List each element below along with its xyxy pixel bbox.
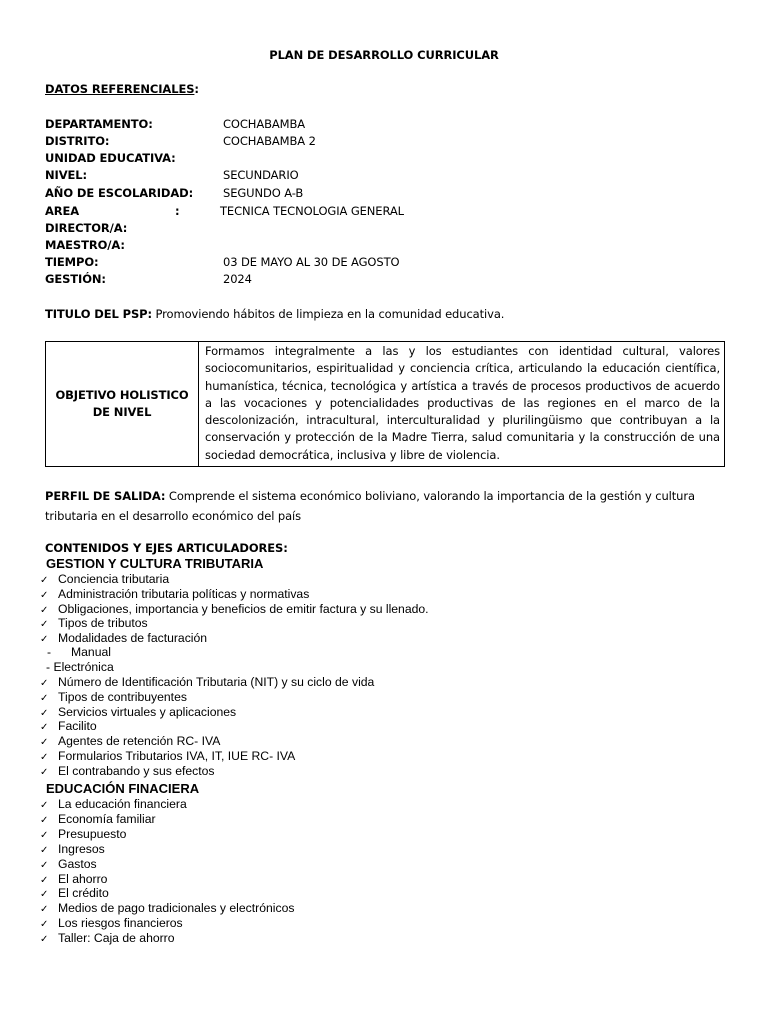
sub-item-manual: Manual bbox=[71, 645, 111, 659]
field-label-tiempo: TIEMPO: bbox=[45, 255, 99, 269]
checkmark-icon: ✓ bbox=[40, 904, 49, 916]
list-item bbox=[40, 797, 187, 812]
datos-heading-text: DATOS REFERENCIALES bbox=[45, 82, 195, 96]
list-item bbox=[40, 690, 187, 705]
perfil-label: PERFIL DE SALIDA: bbox=[45, 489, 166, 503]
field-label-departamento: DEPARTAMENTO: bbox=[45, 117, 153, 131]
checkmark-icon: ✓ bbox=[40, 844, 49, 856]
field-value-tiempo: 03 DE MAYO AL 30 DE AGOSTO bbox=[223, 255, 400, 269]
list-item bbox=[40, 886, 109, 901]
list-item bbox=[40, 675, 374, 690]
field-label-ano-escolaridad: AÑO DE ESCOLARIDAD: bbox=[45, 186, 194, 200]
list-item bbox=[40, 705, 236, 720]
document-title: PLAN DE DESARROLLO CURRICULAR bbox=[269, 48, 499, 62]
list-item bbox=[40, 734, 220, 749]
group1-heading: GESTION Y CULTURA TRIBUTARIA bbox=[46, 556, 264, 571]
checkmark-icon: ✓ bbox=[40, 737, 49, 749]
list-item-text: El contrabando y sus efectos bbox=[58, 763, 215, 778]
field-value-departamento: COCHABAMBA bbox=[223, 117, 306, 131]
checkmark-icon: ✓ bbox=[40, 934, 49, 946]
checkmark-icon: ✓ bbox=[40, 889, 49, 901]
list-item-text: Modalidades de facturación bbox=[58, 631, 208, 646]
group2-heading: EDUCACIÓN FINACIERA bbox=[46, 781, 200, 796]
field-value-ano-escolaridad: SEGUNDO A-B bbox=[223, 186, 304, 200]
list-item bbox=[40, 872, 107, 887]
field-label-director: DIRECTOR/A: bbox=[45, 221, 128, 235]
list-item-text: Economía familiar bbox=[58, 811, 156, 826]
checkmark-icon: ✓ bbox=[40, 859, 49, 871]
list-item bbox=[40, 812, 156, 827]
list-item bbox=[40, 842, 105, 857]
list-item bbox=[40, 901, 294, 916]
list-item-text: Servicios virtuales y aplicaciones bbox=[58, 704, 237, 719]
field-value-area: TECNICA TECNOLOGIA GENERAL bbox=[220, 204, 404, 218]
list-item-text: Tipos de tributos bbox=[58, 616, 148, 631]
checkmark-icon: ✓ bbox=[40, 619, 49, 631]
field-label-nivel: NIVEL: bbox=[45, 168, 87, 182]
objetivo-label-line2: DE NIVEL bbox=[92, 405, 152, 420]
field-label-unidad-educativa: UNIDAD EDUCATIVA: bbox=[45, 151, 176, 165]
objetivo-table bbox=[45, 341, 725, 467]
datos-referenciales-heading bbox=[45, 82, 199, 96]
objetivo-row bbox=[46, 342, 725, 467]
list-item bbox=[40, 572, 169, 587]
list-item-text: Conciencia tributaria bbox=[58, 572, 170, 586]
sub-item-manual-dash: - bbox=[47, 645, 52, 659]
list-item-text: Presupuesto bbox=[58, 826, 127, 841]
datos-heading-colon: : bbox=[194, 82, 199, 96]
sub-item-electronica: - Electrónica bbox=[46, 660, 114, 674]
perfil-salida bbox=[45, 486, 735, 526]
list-item bbox=[40, 719, 97, 734]
psp-text: Promoviendo hábitos de limpieza en la comunidad educativa. bbox=[151, 307, 505, 321]
checkmark-icon: ✓ bbox=[40, 874, 49, 886]
checkmark-icon: ✓ bbox=[40, 678, 49, 689]
field-value-gestion: 2024 bbox=[223, 272, 252, 286]
field-label-distrito: DISTRITO: bbox=[45, 134, 110, 148]
list-item bbox=[40, 631, 207, 646]
objetivo-label-line1: OBJETIVO HOLISTICO bbox=[55, 388, 189, 403]
field-colon-area: : bbox=[175, 204, 180, 218]
checkmark-icon: ✓ bbox=[40, 722, 49, 734]
field-value-distrito: COCHABAMBA 2 bbox=[223, 134, 316, 148]
list-item-text: Taller: Caja de ahorro bbox=[58, 931, 175, 946]
list-item bbox=[40, 857, 97, 872]
contenidos-heading: CONTENIDOS Y EJES ARTICULADORES: bbox=[45, 541, 288, 555]
field-label-gestion: GESTIÓN: bbox=[45, 272, 106, 286]
checkmark-icon: ✓ bbox=[40, 634, 49, 646]
field-value-nivel: SECUNDARIO bbox=[223, 168, 299, 182]
checkmark-icon: ✓ bbox=[40, 589, 49, 601]
checkmark-icon: ✓ bbox=[40, 707, 49, 719]
list-item bbox=[40, 827, 126, 842]
checkmark-icon: ✓ bbox=[40, 766, 49, 778]
list-item-text: Administración tributaria políticas y normativas bbox=[58, 586, 310, 601]
perfil-text: Comprende el sistema económico boliviano, valorando la importancia de la gestión y cultura tributaria en el desarrollo económico del país bbox=[45, 489, 695, 523]
checkmark-icon: ✓ bbox=[40, 692, 49, 704]
psp-title bbox=[45, 307, 504, 321]
checkmark-icon: ✓ bbox=[40, 800, 49, 811]
objetivo-label-cell bbox=[46, 342, 199, 467]
list-item bbox=[40, 602, 429, 617]
list-item bbox=[40, 931, 175, 946]
list-item-text: Gastos bbox=[58, 856, 97, 871]
field-label-maestro: MAESTRO/A: bbox=[45, 238, 125, 252]
checkmark-icon: ✓ bbox=[40, 575, 49, 586]
list-item bbox=[40, 616, 148, 631]
list-item-text: El crédito bbox=[58, 886, 109, 901]
list-item-text: Tipos de contribuyentes bbox=[58, 689, 187, 704]
list-item bbox=[40, 916, 183, 931]
list-item bbox=[40, 764, 215, 779]
checkmark-icon: ✓ bbox=[40, 752, 49, 763]
list-item-text: Los riesgos financieros bbox=[58, 916, 183, 931]
list-item-text: Agentes de retención RC- IVA bbox=[58, 734, 221, 749]
checkmark-icon: ✓ bbox=[40, 829, 49, 841]
list-item-text: Ingresos bbox=[58, 841, 105, 856]
list-item-text: El ahorro bbox=[58, 871, 108, 886]
field-label-area: AREA bbox=[45, 204, 80, 218]
psp-label: TITULO DEL PSP: bbox=[45, 307, 152, 321]
checkmark-icon: ✓ bbox=[40, 814, 49, 826]
list-item-text: La educación financiera bbox=[58, 797, 187, 811]
list-item bbox=[40, 749, 295, 764]
checkmark-icon: ✓ bbox=[40, 919, 49, 931]
checkmark-icon: ✓ bbox=[40, 604, 49, 616]
list-item-text: Formularios Tributarios IVA, IT, IUE RC- IVA bbox=[58, 749, 296, 763]
list-item-text: Medios de pago tradicionales y electrónicos bbox=[58, 901, 295, 916]
list-item-text: Obligaciones, importancia y beneficios de emitir factura y su llenado. bbox=[58, 601, 429, 616]
list-item-text: Número de Identificación Tributaria (NIT) y su ciclo de vida bbox=[58, 675, 375, 689]
list-item-text: Facilito bbox=[58, 719, 97, 734]
objetivo-text-cell: Formamos integralmente a las y los estudiantes con identidad cultural, valores sociocomunitarios, espiritualidad y conciencia crítica, articulando la educación científica, humanística, técnica, tecnológica y artística a través de procesos productivos de acuerdo a las vocaciones y potencialidades productivas de las regiones en el marco de la descolonización, intracultural, interculturalidad y plurilingüismo que contribuyan a la conservación y protección de la Madre Tierra, salud comunitaria y la construcción de una sociedad democrática, inclusiva y libre de violencia. bbox=[199, 342, 725, 467]
list-item bbox=[40, 587, 309, 602]
